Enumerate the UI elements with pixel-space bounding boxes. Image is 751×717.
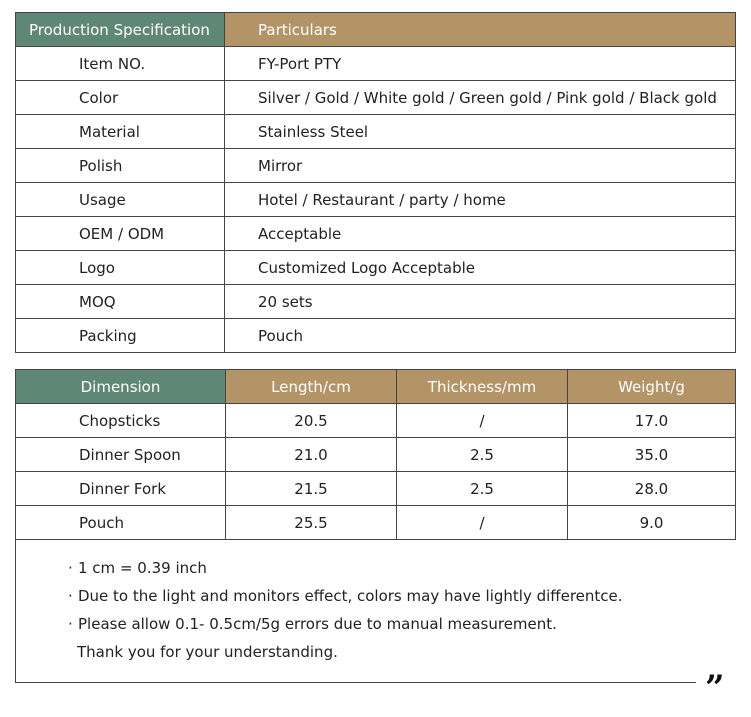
- spec-label: Packing: [16, 319, 225, 353]
- spec-value: Customized Logo Acceptable: [225, 251, 736, 285]
- dimension-row: [16, 438, 736, 472]
- item-name: Chopsticks: [16, 404, 226, 438]
- spec-label: Item NO.: [16, 47, 225, 81]
- note-item: [68, 615, 557, 633]
- item-thickness: 2.5: [397, 438, 568, 472]
- spec-value: 20 sets: [225, 285, 736, 319]
- note-item: [68, 559, 207, 577]
- spec-header-right: Particulars: [225, 13, 736, 47]
- spec-row: [16, 183, 736, 217]
- dimension-row: [16, 472, 736, 506]
- item-length: 20.5: [226, 404, 397, 438]
- spec-label: Logo: [16, 251, 225, 285]
- notes-box: [15, 540, 736, 683]
- spec-value: Pouch: [225, 319, 736, 353]
- thanks-text: Thank you for your understanding.: [77, 643, 338, 661]
- thickness-header: Thickness/mm: [397, 370, 568, 404]
- spec-label: OEM / ODM: [16, 217, 225, 251]
- item-length: 21.0: [226, 438, 397, 472]
- spec-header-left: Production Specification: [16, 13, 225, 47]
- note-text: 1 cm = 0.39 inch: [78, 559, 207, 577]
- spec-row: [16, 149, 736, 183]
- bullet-icon: ·: [68, 587, 73, 605]
- note-item: [68, 587, 623, 605]
- item-weight: 28.0: [568, 472, 736, 506]
- bullet-icon: ·: [68, 615, 73, 633]
- spec-value: Mirror: [225, 149, 736, 183]
- spec-value: FY-Port PTY: [225, 47, 736, 81]
- item-thickness: /: [397, 404, 568, 438]
- item-name: Dinner Fork: [16, 472, 226, 506]
- length-header: Length/cm: [226, 370, 397, 404]
- spec-row: [16, 47, 736, 81]
- spec-label: Material: [16, 115, 225, 149]
- item-length: 25.5: [226, 506, 397, 540]
- specification-table: [15, 12, 736, 353]
- dimension-header: Dimension: [16, 370, 226, 404]
- dimension-row: [16, 404, 736, 438]
- spec-row: [16, 251, 736, 285]
- item-weight: 35.0: [568, 438, 736, 472]
- spec-row: [16, 81, 736, 115]
- spec-label: Usage: [16, 183, 225, 217]
- dimension-header-row: [16, 370, 736, 404]
- item-weight: 17.0: [568, 404, 736, 438]
- item-thickness: /: [397, 506, 568, 540]
- spec-value: Silver / Gold / White gold / Green gold / Pink gold / Black gold: [225, 81, 736, 115]
- dimension-table: [15, 369, 736, 540]
- spec-row: [16, 319, 736, 353]
- item-name: Dinner Spoon: [16, 438, 226, 472]
- note-text: Please allow 0.1- 0.5cm/5g errors due to manual measurement.: [78, 615, 557, 633]
- item-weight: 9.0: [568, 506, 736, 540]
- spec-value: Stainless Steel: [225, 115, 736, 149]
- weight-header: Weight/g: [568, 370, 736, 404]
- spec-value: Acceptable: [225, 217, 736, 251]
- spec-header-row: [16, 13, 736, 47]
- spec-value: Hotel / Restaurant / party / home: [225, 183, 736, 217]
- item-name: Pouch: [16, 506, 226, 540]
- item-thickness: 2.5: [397, 472, 568, 506]
- spec-label: Polish: [16, 149, 225, 183]
- spec-row: [16, 115, 736, 149]
- spec-row: [16, 285, 736, 319]
- bullet-icon: ·: [68, 559, 73, 577]
- item-length: 21.5: [226, 472, 397, 506]
- dimension-row: [16, 506, 736, 540]
- spec-label: Color: [16, 81, 225, 115]
- note-text: Due to the light and monitors effect, colors may have lightly differentce.: [78, 587, 623, 605]
- closing-quote-icon: ”: [705, 668, 725, 708]
- spec-label: MOQ: [16, 285, 225, 319]
- spec-row: [16, 217, 736, 251]
